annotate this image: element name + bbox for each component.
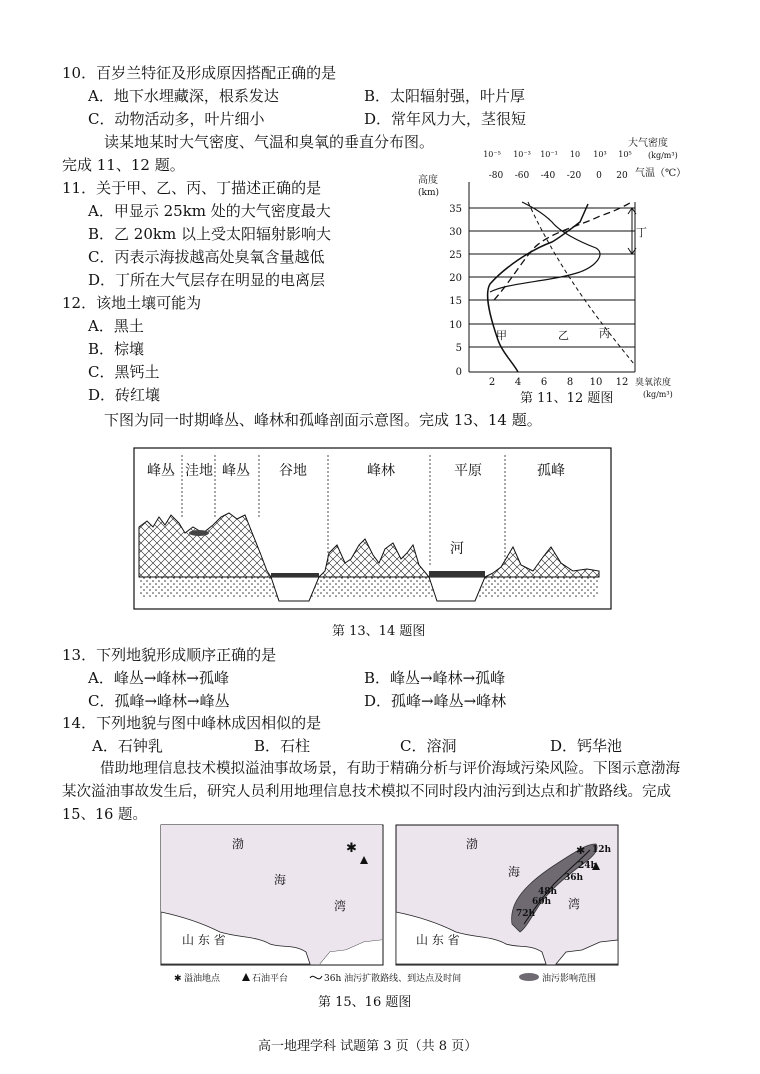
label-yi: 乙	[558, 329, 569, 342]
fig2-caption: 第 13、14 题图	[332, 624, 426, 639]
q13-stem: 13．下列地貌形成顺序正确的是	[62, 646, 277, 664]
q12-option-a: A．黑土	[88, 317, 144, 335]
label-wadi: 洼地	[185, 463, 213, 479]
ozone-tick: 2	[488, 377, 496, 388]
q13-option-c: C．孤峰→峰林→峰丛	[88, 692, 230, 710]
height-unit: (km)	[418, 188, 440, 198]
q14-option-d: D．钙华池	[550, 737, 623, 755]
map-right-wan: 湾	[568, 897, 581, 911]
label-jia: 甲	[496, 329, 507, 342]
q10-option-d: D．常年风力大，茎很短	[364, 110, 527, 128]
legend-platform: 石油平台	[252, 974, 289, 984]
curve-bing	[528, 202, 634, 364]
label-bing: 丙	[599, 327, 610, 340]
ozone-tick: 10	[589, 377, 603, 388]
map-left	[161, 825, 383, 965]
intro-15-16-line3: 15、16 题。	[62, 807, 148, 823]
q11-option-a: A．甲显示 25km 处的大气密度最大	[88, 202, 331, 220]
label-gudi: 谷地	[279, 463, 307, 479]
temp-tick: 20	[616, 171, 628, 181]
q10-option-b: B．太阳辐射强，叶片厚	[364, 87, 526, 105]
legend-platform-icon	[242, 973, 250, 981]
intro-11-12-line2: 完成 11、12 题。	[62, 156, 185, 174]
ozone-tick: 12	[615, 377, 629, 388]
map-right-province: 山 东 省	[416, 933, 460, 947]
legend-spill: 溢油地点	[184, 974, 221, 984]
height-tick: 25	[449, 250, 462, 261]
height-tick: 20	[449, 273, 462, 284]
legend-route-icon	[310, 976, 322, 979]
label-fengcong: 峰丛	[147, 463, 175, 479]
q14-option-a: A．石钟乳	[92, 737, 163, 755]
q10-option-c: C．动物活动多，叶片细小	[88, 110, 265, 128]
map-right	[396, 825, 618, 965]
legend-range: 油污影响范围	[542, 974, 597, 984]
time-label: 72h	[516, 909, 536, 919]
label-fengcong: 峰丛	[222, 463, 250, 479]
temp-tick: -80	[488, 171, 504, 181]
ozone-unit: (kg/m³)	[643, 390, 673, 399]
ozone-tick: 6	[540, 377, 548, 388]
density-title: 大气密度	[628, 138, 668, 149]
height-tick: 30	[449, 227, 462, 238]
label-ding: 丁	[636, 226, 647, 239]
fig3-caption: 第 15、16 题图	[318, 995, 412, 1010]
time-label: 36h	[564, 873, 584, 883]
intro-11-12-line1: 读某地某时大气密度、气温和臭氧的垂直分布图。	[104, 133, 435, 151]
label-fenglin: 峰林	[367, 463, 395, 479]
height-tick: 10	[449, 320, 462, 331]
height-tick: 5	[455, 343, 462, 354]
q14-option-c: C．溶洞	[400, 737, 457, 755]
density-tick: 10⁻³	[513, 150, 531, 159]
map-right-hai: 海	[508, 865, 521, 879]
legend-spill-icon: ✱	[174, 974, 182, 984]
q11-option-c: C．丙表示海拔越高处臭氧含量越低	[88, 248, 325, 266]
density-tick: 10⁻⁵	[483, 150, 501, 159]
time-label: 60h	[532, 897, 552, 907]
oil-spill-maps	[160, 824, 620, 988]
q10-stem: 10．百岁兰特征及形成原因搭配正确的是	[62, 64, 337, 82]
legend-route: 36h 油污扩散路线、到达点及时间	[324, 974, 462, 984]
ozone-tick: 4	[514, 377, 522, 388]
q11-option-b: B．乙 20km 以上受太阳辐射影响大	[88, 225, 331, 243]
map-left-wan: 湾	[334, 899, 347, 913]
density-tick: 10⁵	[618, 150, 632, 159]
intro-13-14: 下图为同一时期峰丛、峰林和孤峰剖面示意图。完成 13、14 题。	[104, 411, 542, 429]
map-left-hai: 海	[274, 873, 287, 887]
time-label: 48h	[538, 887, 558, 897]
spill-icon: ✱	[346, 841, 357, 856]
q12-option-c: C．黑钙土	[88, 363, 160, 381]
density-tick: 10³	[593, 150, 607, 159]
density-unit: (kg/m³)	[648, 151, 678, 160]
label-river: 河	[450, 541, 464, 557]
q13-option-d: D．孤峰→峰丛→峰林	[364, 692, 507, 710]
map-left-province: 山 东 省	[182, 933, 226, 947]
legend-range-icon	[519, 973, 539, 981]
q11-option-d: D．丁所在大气层存在明显的电离层	[88, 271, 326, 289]
density-tick: 10⁻¹	[540, 150, 558, 159]
temp-tick: -60	[514, 171, 530, 181]
q10-option-a: A．地下水埋藏深，根系发达	[88, 87, 279, 105]
q14-stem: 14．下列地貌与图中峰林成因相似的是	[62, 714, 322, 732]
q12-stem: 12．该地土壤可能为	[62, 294, 202, 312]
ozone-title: 臭氧浓度	[635, 378, 672, 388]
density-tick: 10	[569, 150, 581, 159]
q12-option-b: B．棕壤	[88, 340, 145, 358]
temp-tick: -40	[540, 171, 556, 181]
q12-option-d: D．砖红壤	[88, 386, 161, 404]
temp-tick: 0	[596, 171, 602, 181]
q11-stem: 11．关于甲、乙、丙、丁描述正确的是	[62, 179, 322, 197]
intro-15-16-line1: 借助地理信息技术模拟溢油事故场景，有助于精确分析与评价海域污染风险。下图示意渤海	[100, 761, 680, 777]
q13-option-b: B．峰丛→峰林→孤峰	[364, 669, 506, 687]
map-right-bo: 渤	[466, 837, 479, 851]
atmosphere-profile-figure	[410, 132, 687, 410]
height-title: 高度	[418, 175, 438, 186]
height-tick: 35	[449, 204, 462, 215]
height-tick: 0	[455, 367, 462, 378]
ozone-tick: 8	[566, 377, 574, 388]
map-left-bo: 渤	[232, 837, 245, 851]
time-label: 24h	[578, 861, 598, 871]
q13-option-a: A．峰丛→峰林→孤峰	[88, 669, 229, 687]
temp-tick: -20	[566, 171, 582, 181]
temp-title: 气温（℃）	[635, 168, 687, 179]
q14-option-b: B．石柱	[254, 737, 311, 755]
map-legend	[174, 972, 596, 984]
label-pingyuan: 平原	[454, 463, 482, 479]
time-label: 12h	[592, 845, 612, 855]
fig1-caption: 第 11、12 题图	[520, 391, 614, 406]
label-gufeng: 孤峰	[537, 463, 565, 479]
page-footer: 高一地理学科 试题第 3 页（共 8 页）	[258, 1039, 478, 1054]
karst-profile-figure	[133, 447, 613, 613]
height-tick: 15	[449, 296, 462, 307]
intro-15-16-line2: 某次溢油事故发生后，研究人员利用地理信息技术模拟不同时段内油污到达点和扩散路线。完成	[62, 784, 671, 800]
spill-icon: ✱	[576, 844, 586, 857]
